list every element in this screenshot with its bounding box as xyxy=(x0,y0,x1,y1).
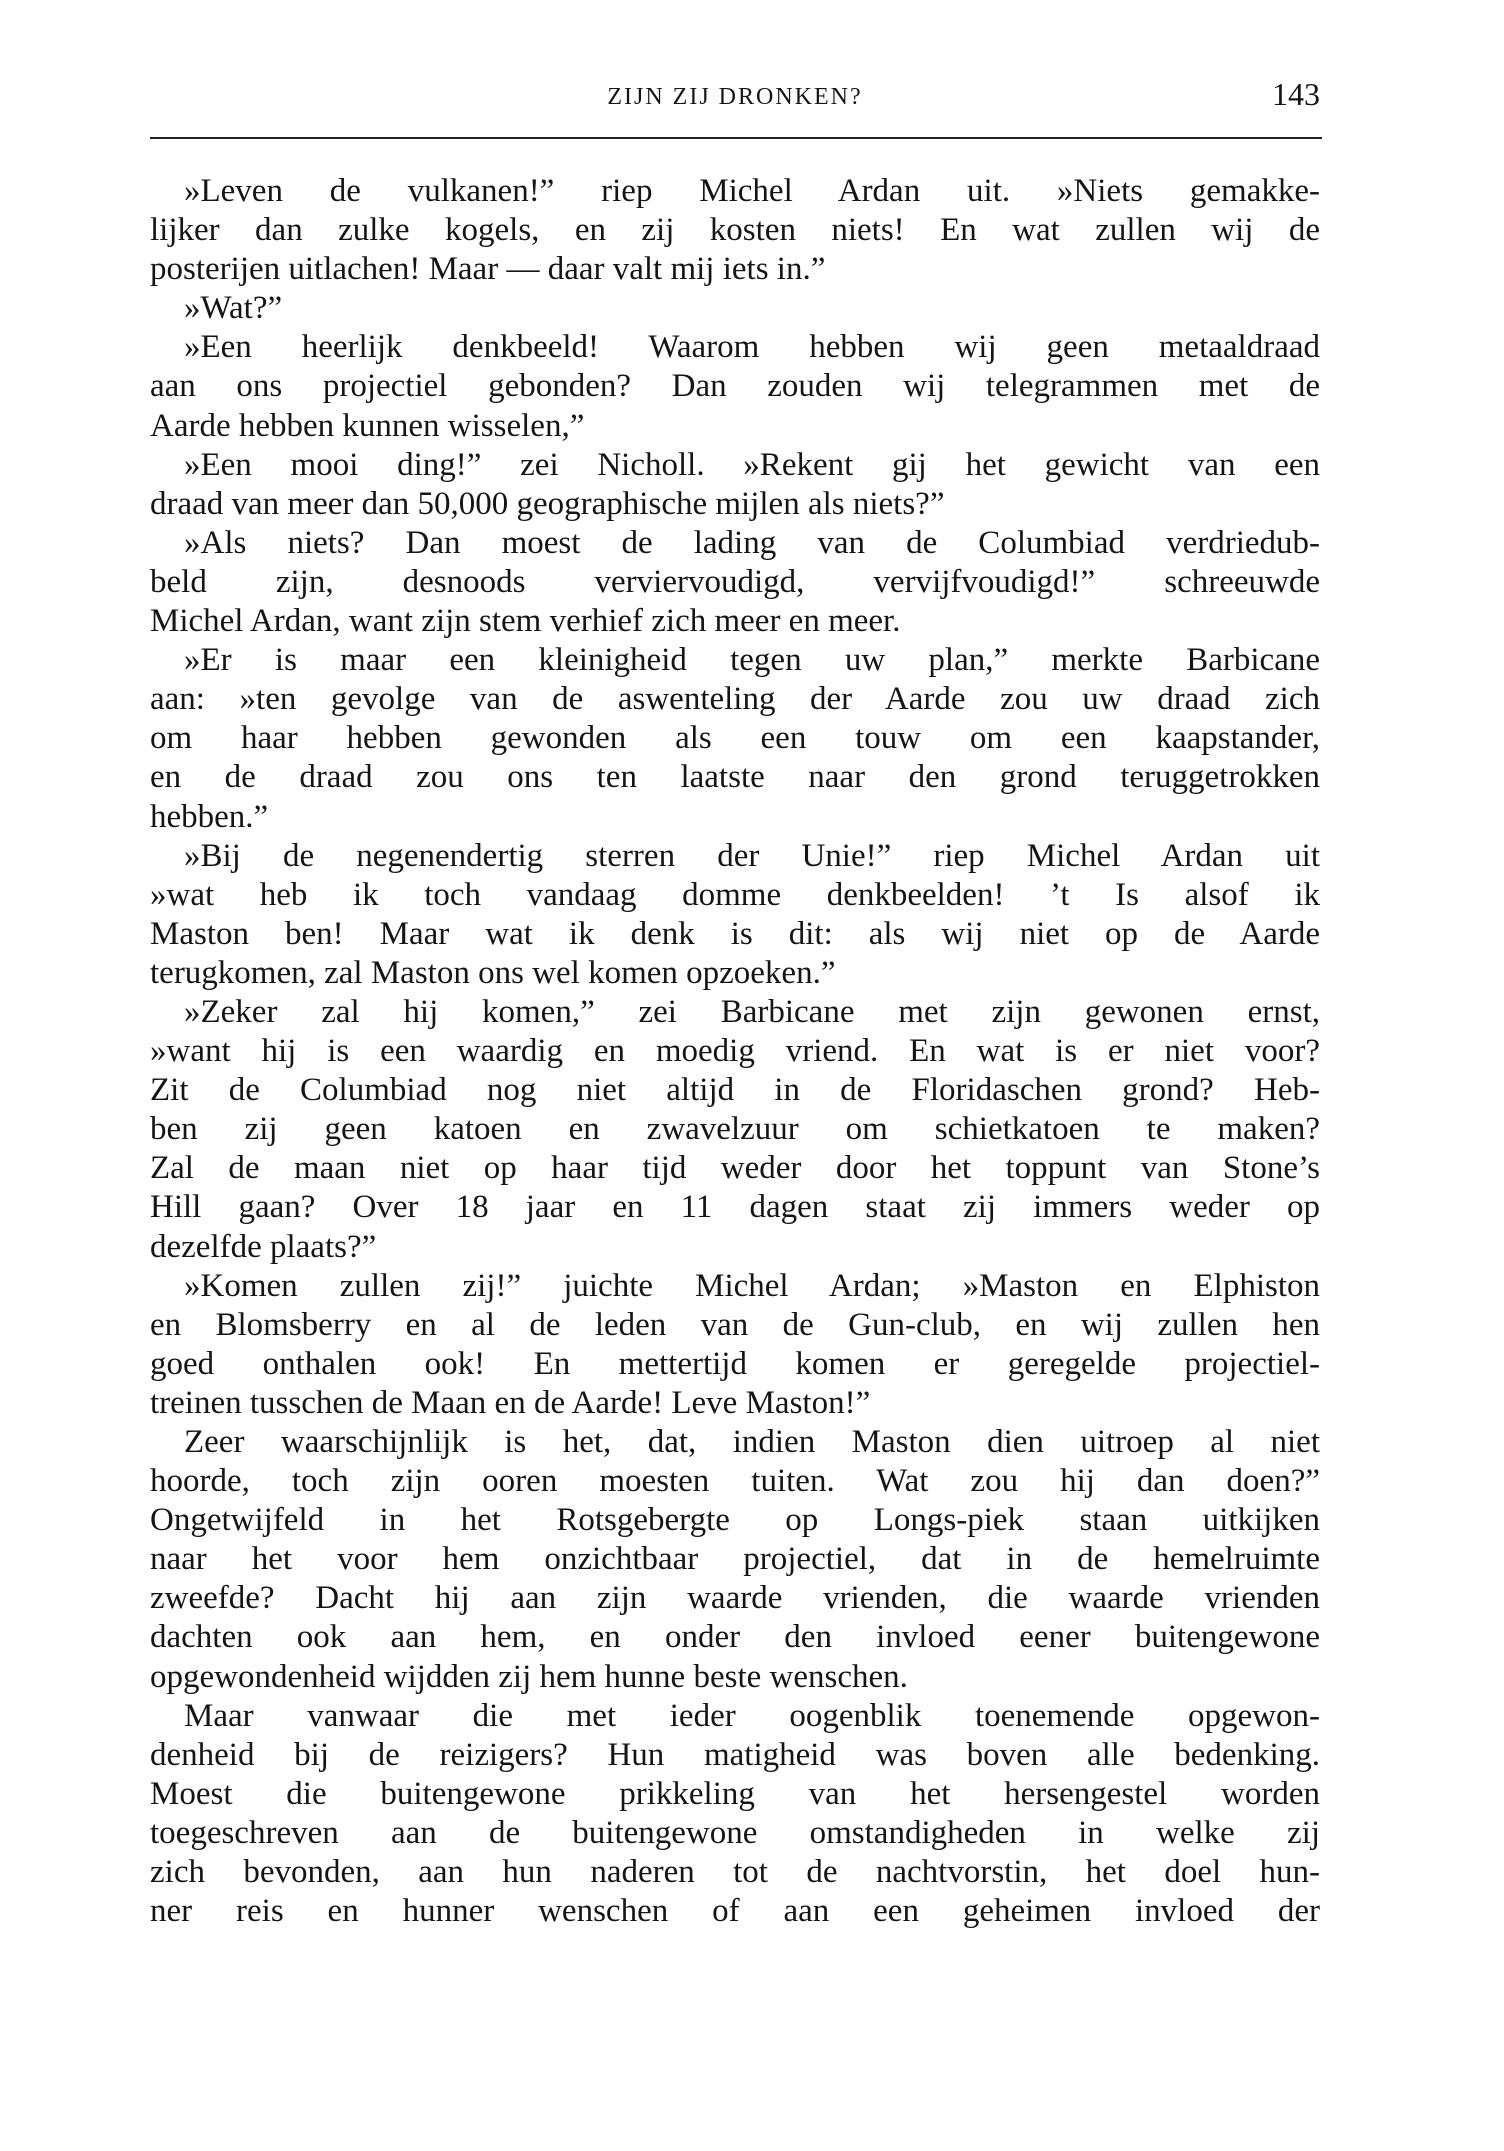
page-header xyxy=(150,76,1320,116)
text-line: aan ons projectiel gebonden? Dan zouden wij telegrammen met de xyxy=(150,368,1320,405)
text-line: ben zij geen katoen en zwavelzuur om schietkatoen te maken? xyxy=(150,1111,1320,1148)
text-line: ner reis en hunner wenschen of aan een geheimen invloed der xyxy=(150,1893,1320,1930)
text-line: »Leven de vulkanen!” riep Michel Ardan uit. »Niets gemakke- xyxy=(184,173,1320,209)
text-line: Maston ben! Maar wat ik denk is dit: als wij niet op de Aarde xyxy=(150,915,1320,952)
text-line: »Als niets? Dan moest de lading van de Columbiad verdriedub- xyxy=(184,524,1320,561)
text-line: toegeschreven aan de buitengewone omstandigheden in welke zij xyxy=(150,1814,1320,1851)
text-line: en de draad zou ons ten laatste naar den grond teruggetrokken xyxy=(150,759,1320,796)
text-line: »Zeker zal hij komen,” zei Barbicane met zijn gewonen ernst, xyxy=(184,993,1320,1030)
text-line: Ongetwijfeld in het Rotsgebergte op Longs-piek staan uitkijken xyxy=(150,1502,1320,1539)
page-number: 143 xyxy=(1272,76,1320,112)
text-line: »Wat?” xyxy=(184,290,283,327)
text-line: Hill gaan? Over 18 jaar en 11 dagen staat zij immers weder op xyxy=(150,1189,1320,1226)
text-line: aan: »ten gevolge van de aswenteling der Aarde zou uw draad zich xyxy=(150,681,1320,718)
text-line: »Een heerlijk denkbeeld! Waarom hebben wij geen metaaldraad xyxy=(184,329,1320,366)
text-line: »wat heb ik toch vandaag domme denkbeelden! ’t Is alsof ik xyxy=(150,876,1320,913)
text-line: Zit de Columbiad nog niet altijd in de Floridaschen grond? Heb- xyxy=(150,1072,1320,1109)
text-line: goed onthalen ook! En mettertijd komen er geregelde projectiel- xyxy=(150,1345,1320,1382)
body-text xyxy=(150,172,1320,1931)
text-line: Zeer waarschijnlijk is het, dat, indien Maston dien uitroep al niet xyxy=(184,1424,1320,1460)
text-line: opgewondenheid wijdden zij hem hunne beste wenschen. xyxy=(150,1658,908,1695)
text-line: »Komen zullen zij!” juichte Michel Ardan; »Maston en Elphiston xyxy=(184,1267,1320,1304)
text-line: lijker dan zulke kogels, en zij kosten niets! En wat zullen wij de xyxy=(150,212,1320,249)
text-line: en Blomsberry en al de leden van de Gun-club, en wij zullen hen xyxy=(150,1306,1320,1343)
text-line: zweefde? Dacht hij aan zijn waarde vrienden, die waarde vrienden xyxy=(150,1580,1320,1617)
text-line: terugkomen, zal Maston ons wel komen opzoeken.” xyxy=(150,954,836,991)
text-line: Aarde hebben kunnen wisselen,” xyxy=(150,407,585,444)
text-line: Maar vanwaar die met ieder oogenblik toenemende opgewon- xyxy=(184,1697,1320,1734)
text-line: Zal de maan niet op haar tijd weder door het toppunt van Stone’s xyxy=(150,1150,1320,1187)
text-line: zich bevonden, aan hun naderen tot de nachtvorstin, het doel hun- xyxy=(150,1854,1320,1891)
text-line: hebben.” xyxy=(150,798,269,835)
text-line: posterijen uitlachen! Maar — daar valt mij iets in.” xyxy=(150,251,826,288)
text-line: beld zijn, desnoods verviervoudigd, vervijfvoudigd!” schreeuwde xyxy=(150,563,1320,600)
text-line: Michel Ardan, want zijn stem verhief zich meer en meer. xyxy=(150,603,901,640)
text-line: »Bij de negenendertig sterren der Unie!” riep Michel Ardan uit xyxy=(184,837,1320,874)
text-line: Moest die buitengewone prikkeling van het hersengestel worden xyxy=(150,1775,1320,1812)
header-rule xyxy=(150,137,1322,139)
text-line: dezelfde plaats?” xyxy=(150,1228,377,1265)
text-line: draad van meer dan 50,000 geographische mijlen als niets?” xyxy=(150,485,945,522)
text-line: »Een mooi ding!” zei Nicholl. »Rekent gij het gewicht van een xyxy=(184,446,1320,483)
text-line: »want hij is een waardig en moedig vriend. En wat is er niet voor? xyxy=(150,1033,1320,1070)
text-line: hoorde, toch zijn ooren moesten tuiten. Wat zou hij dan doen?” xyxy=(150,1463,1320,1500)
running-title: ZIJN ZIJ DRONKEN? xyxy=(607,84,863,110)
text-line: »Er is maar een kleinigheid tegen uw plan,” merkte Barbicane xyxy=(184,642,1320,679)
text-line: denheid bij de reizigers? Hun matigheid was boven alle bedenking. xyxy=(150,1736,1320,1773)
text-line: treinen tusschen de Maan en de Aarde! Leve Maston!” xyxy=(150,1384,871,1421)
text-line: dachten ook aan hem, en onder den invloed eener buitengewone xyxy=(150,1619,1320,1656)
text-line: om haar hebben gewonden als een touw om een kaapstander, xyxy=(150,720,1320,757)
text-line: naar het voor hem onzichtbaar projectiel, dat in de hemelruimte xyxy=(150,1541,1320,1578)
